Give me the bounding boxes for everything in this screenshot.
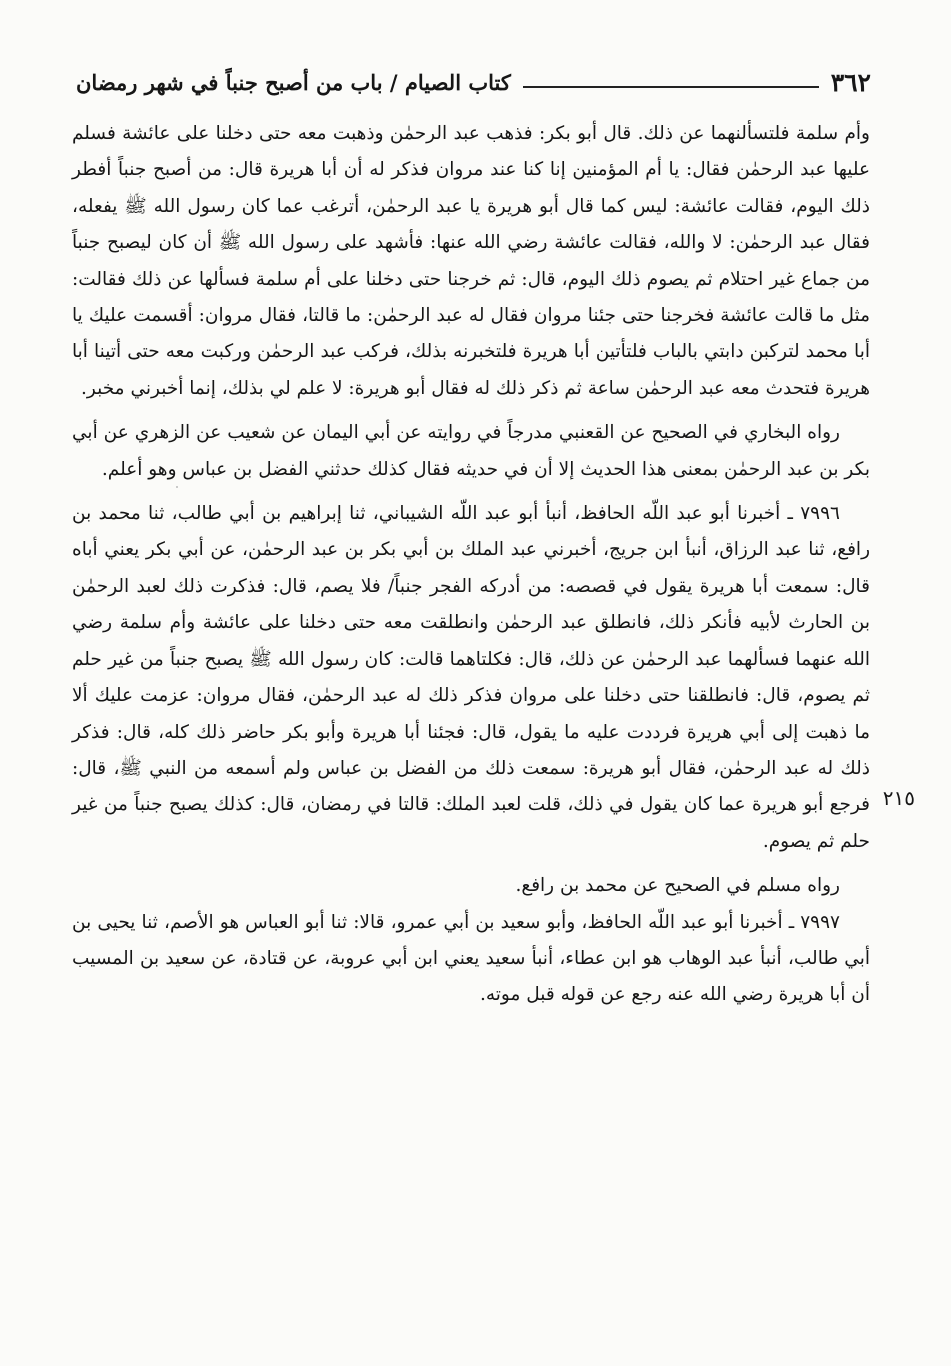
header-rule (523, 86, 819, 88)
paragraph-continuation: وأم سلمة فلتسألنهما عن ذلك. قال أبو بكر: فذهب عبد الرحمٰن وذهبت معه حتى دخلنا على عائشة فسلم عليها عبد الرحمٰن فقال: يا أم المؤمنين إنا كنا عند مروان فذكر له أن أبا هريرة قال: من أصبح جنباً أفطر ذلك اليوم، فقالت عائشة: ليس كما قال أبو هريرة يا عبد الرحمٰن، أترغب عما كان رسول الله ﷺ يفعله، فقال عبد الرحمٰن: لا والله، فقالت عائشة رضي الله عنها: فأشهد على رسول الله ﷺ أن كان ليصبح جنباً من جماع غير احتلام ثم يصوم ذلك اليوم، قال: ثم خرجنا حتى دخلنا على أم سلمة فسألها عن ذلك فقالت: مثل ما قالت عائشة فخرجنا حتى جئنا مروان فقال له عبد الرحمٰن: ما قالتا، فقال مروان: أقسمت عليك يا أبا محمد لتركبن دابتي بالباب فلتأتين أبا هريرة فلتخبرنه بذلك، فركب عبد الرحمٰن وركبت معه حتى أتينا أبا هريرة فتحدث معه عبد الرحمٰن ساعة ثم ذكر ذلك له فقال أبو هريرة: لا علم لي بذلك، إنما أخبرني مخبر. (72, 123, 870, 399)
page-number: ٣٦٢ (830, 67, 871, 97)
paragraph-hadith-7996: ٧٩٩٦ ـ أخبرنا أبو عبد اللّه الحافظ، أنبأ أبو عبد اللّه الشيباني، ثنا إبراهيم بن أبي طالب، ثنا محمد بن رافع، ثنا عبد الرزاق، أنبأ ابن جريج، أخبرني عبد الملك بن أبي بكر بن عبد الرحمٰن، عن أبي بكر يعني أباه قال: سمعت أبا هريرة يقول في قصصه: من أدركه الفجر جنباً/ فلا يصم، قال: فذكرت ذلك لعبد الرحمٰن بن الحارث لأبيه فأنكر ذلك، فانطلق عبد الرحمٰن وانطلقت معه حتى دخلنا على عائشة وأم سلمة رضي الله عنهما فسألهما عبد الرحمٰن عن ذلك، قال: فكلتاهما قالت: كان رسول الله ﷺ يصبح جنباً من غير حلم ثم يصوم، قال: فانطلقنا حتى دخلنا على مروان فذكر ذلك له عبد الرحمٰن، فقال مروان: عزمت عليك ألا ما ذهبت إلى أبي هريرة فرددت عليه ما يقول، قال: فجئنا أبا هريرة وأبو بكر حاضر ذلك كله، قال: فذكر ذلك له عبد الرحمٰن، فقال أبو هريرة: سمعت ذلك من الفضل بن عباس ولم أسمعه من النبي ﷺ، قال: فرجع أبو هريرة عما كان يقول في ذلك، قلت لعبد الملك: قالتا في رمضان، قال: كذلك يصبح جنباً من غير حلم ثم يصوم. (72, 503, 870, 852)
page-header (76, 62, 871, 102)
margin-page-reference: ٢١٥ (882, 786, 915, 810)
paragraph-bukhari-note: رواه البخاري في الصحيح عن القعنبي مدرجاً في روايته عن أبي اليمان عن شعيب عن الزهري عن أبي بكر بن عبد الرحمٰن بمعنى هذا الحديث إلا أن في حديثه فقال كذلك حدثني الفضل بن عباس وهو أعلم. (72, 422, 870, 480)
running-title: كتاب الصيام / باب من أصبح جنباً في شهر رمضان (76, 69, 511, 95)
page-body (72, 116, 870, 1014)
paragraph-muslim-note: رواه مسلم في الصحيح عن محمد بن رافع. (515, 875, 840, 897)
paragraph-hadith-7997: ٧٩٩٧ ـ أخبرنا أبو عبد اللّه الحافظ، وأبو سعيد بن أبي عمرو، قالا: ثنا أبو العباس هو الأصم، ثنا يحيى بن أبي طالب، أنبأ عبد الوهاب هو ابن عطاء، أنبأ سعيد يعني ابن أبي عروبة، عن قتادة، عن سعيد بن المسيب أن أبا هريرة رضي الله عنه رجع عن قوله قبل موته. (72, 911, 870, 1006)
scan-speck (176, 486, 178, 488)
